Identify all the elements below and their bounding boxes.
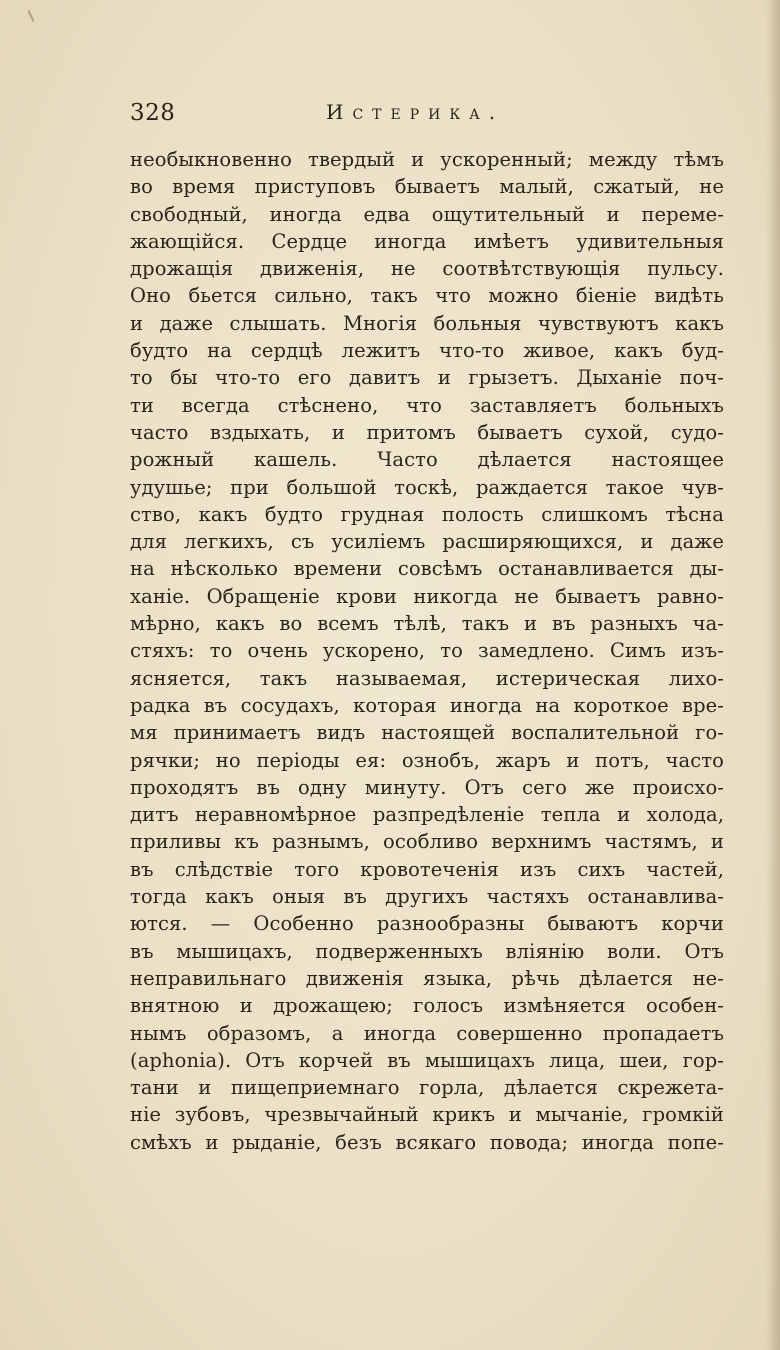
text-line: ясняется, такъ называемая, истерическая лихо- <box>130 666 724 690</box>
text-line: будто на сердцѣ лежитъ что-то живое, какъ буд- <box>130 339 724 363</box>
text-line: необыкновенно твердый и ускоренный; между тѣмъ <box>130 148 724 171</box>
text-line: ство, какъ будто грудная полость слишкомъ тѣсна <box>130 502 724 526</box>
text-line: нымъ образомъ, а иногда совершенно пропадаетъ <box>130 1021 724 1045</box>
text-line: часто вздыхать, и притомъ бываетъ сухой, судо- <box>130 420 724 444</box>
page-edge-shadow <box>766 0 780 1350</box>
text-line: для легкихъ, съ усиліемъ расширяющихся, и даже <box>130 530 724 554</box>
text-line: дрожащія движенія, не соотвѣтствующія пульсу. <box>130 257 724 281</box>
text-line: удушье; при большой тоскѣ, раждается такое чув- <box>130 475 724 499</box>
running-title: Истерика. <box>326 100 505 124</box>
page-number: 328 <box>130 100 176 126</box>
text-line: ются. — Особенно разнообразны бываютъ корчи <box>130 912 724 936</box>
text-line: ханіе. Обращеніе крови никогда не бываетъ равно- <box>130 584 724 608</box>
text-line: смѣхъ и рыданіе, безъ всякаго повода; иногда попе- <box>130 1130 724 1154</box>
text-line: стяхъ: то очень ускорено, то замедлено. Симъ изъ- <box>130 639 724 663</box>
text-line: радка въ сосудахъ, которая иногда на короткое вре- <box>130 693 724 717</box>
text-line: мя принимаетъ видъ настоящей воспалительной го- <box>130 721 724 745</box>
text-line: неправильнаго движенія языка, рѣчь дѣлается не- <box>130 966 724 990</box>
text-line: приливы къ разнымъ, особливо верхнимъ частямъ, и <box>130 830 724 854</box>
text-line: Оно бьется сильно, такъ что можно біеніе видѣть <box>130 284 724 308</box>
text-line: жающійся. Сердце иногда имѣетъ удивительныя <box>130 229 724 253</box>
text-line: дитъ неравномѣрное разпредѣленіе тепла и холода, <box>130 803 724 827</box>
body-text <box>130 146 724 1156</box>
text-line: и даже слышать. Многія больныя чувствуютъ какъ <box>130 311 724 335</box>
text-line: то бы что-то его давитъ и грызетъ. Дыханіе поч- <box>130 366 724 390</box>
text-line: внятною и дрожащею; голосъ измѣняется особен- <box>130 994 724 1018</box>
text-line: ніе зубовъ, чрезвычайный крикъ и мычаніе, громкій <box>130 1103 724 1127</box>
text-line: во время приступовъ бываетъ малый, сжатый, не <box>130 175 724 199</box>
text-line: въ мышицахъ, подверженныхъ вліянію воли. Отъ <box>130 939 724 963</box>
text-line: тогда какъ оныя въ другихъ частяхъ останавлива- <box>130 885 724 909</box>
text-line: рячки; но періоды ея: ознобъ, жаръ и потъ, часто <box>130 748 724 772</box>
text-line: свободный, иногда едва ощутительный и переме- <box>130 202 724 226</box>
scan-mark <box>28 10 35 22</box>
text-line: рожный кашель. Часто дѣлается настоящее <box>130 448 724 472</box>
text-line: (aphonia). Отъ корчей въ мышицахъ лица, шеи, гор- <box>130 1048 724 1072</box>
text-line: ти всегда стѣснено, что заставляетъ больныхъ <box>130 393 724 417</box>
text-line: на нѣсколько времени совсѣмъ останавливается ды- <box>130 557 724 581</box>
text-line: проходятъ въ одну минуту. Отъ сего же происхо- <box>130 775 724 799</box>
text-line: въ слѣдствіе того кровотеченія изъ сихъ частей, <box>130 857 724 881</box>
text-line: мѣрно, какъ во всемъ тѣлѣ, такъ и въ разныхъ ча- <box>130 612 724 636</box>
text-line: тани и пищеприемнаго горла, дѣлается скрежета- <box>130 1076 724 1100</box>
